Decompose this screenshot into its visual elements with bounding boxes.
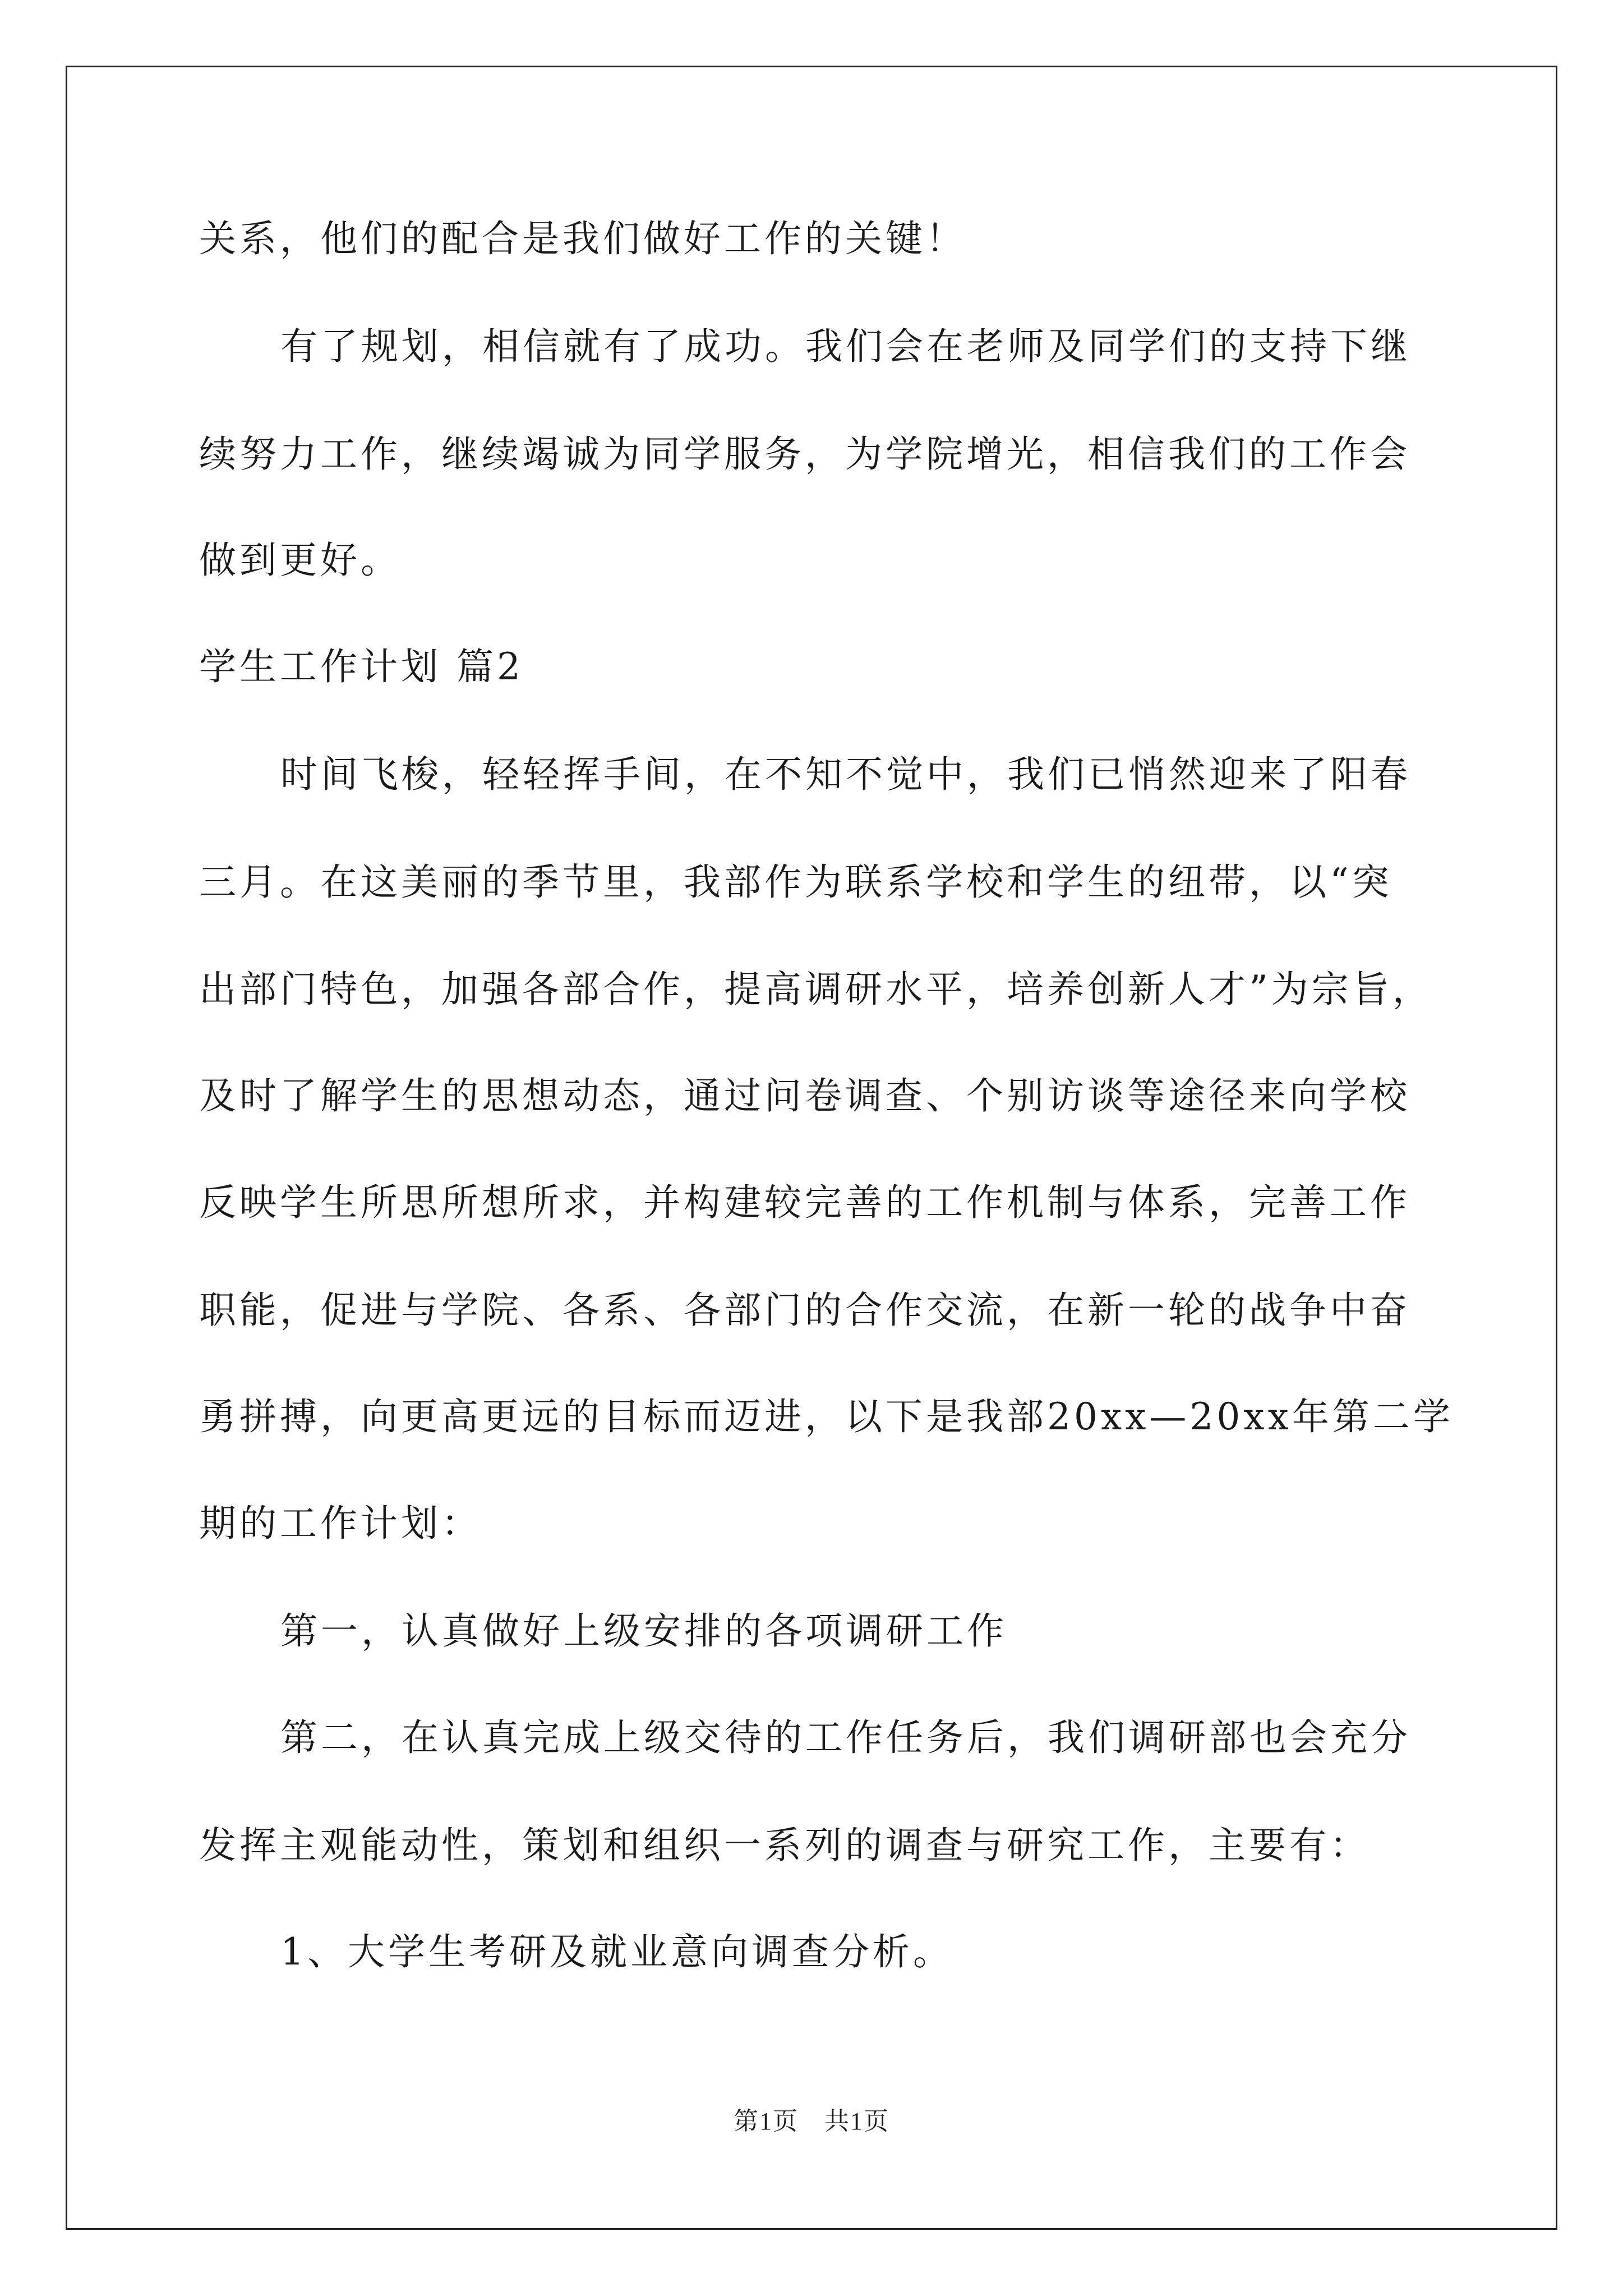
text-line: 发挥主观能动性，策划和组织一系列的调查与研究工作，主要有： <box>199 1824 1370 1867</box>
text-line: 反映学生所思所想所求，并构建较完善的工作机制与体系，完善工作 <box>199 1181 1410 1224</box>
section-heading: 学生工作计划 篇2 <box>199 645 524 688</box>
text-line: 勇拼搏，向更高更远的目标而迈进，以下是我部20xx—20xx年第二学 <box>199 1395 1454 1438</box>
paragraph-first-line: 第一，认真做好上级安排的各项调研工作 <box>280 1609 1007 1653</box>
page-footer: 第1页 共1页 <box>734 2108 889 2135</box>
text-line: 职能，促进与学院、各系、各部门的合作交流，在新一轮的战争中奋 <box>199 1289 1410 1332</box>
paragraph-first-line: 时间飞梭，轻轻挥手间，在不知不觉中，我们已悄然迎来了阳春 <box>280 753 1411 796</box>
paragraph-first-line: 第二，在认真完成上级交待的工作任务后，我们调研部也会充分 <box>280 1716 1411 1759</box>
text-line: 续努力工作，继续竭诚为同学服务，为学院增光，相信我们的工作会 <box>199 432 1410 476</box>
text-line: 关系，他们的配合是我们做好工作的关键！ <box>199 217 966 260</box>
paragraph-first-line: 有了规划，相信就有了成功。我们会在老师及同学们的支持下继 <box>280 325 1411 368</box>
text-line: 三月。在这美丽的季节里，我部作为联系学校和学生的纽带，以“突 <box>199 861 1393 904</box>
list-item: 1、大学生考研及就业意向调查分析。 <box>280 1930 953 1973</box>
page-frame <box>66 66 1557 2230</box>
text-line: 及时了解学生的思想动态，通过问卷调查、个别访谈等途径来向学校 <box>199 1074 1410 1117</box>
text-line: 期的工作计划： <box>199 1502 482 1545</box>
text-line: 做到更好。 <box>199 539 401 582</box>
text-line: 出部门特色，加强各部合作，提高调研水平，培养创新人才”为宗旨， <box>199 968 1433 1011</box>
